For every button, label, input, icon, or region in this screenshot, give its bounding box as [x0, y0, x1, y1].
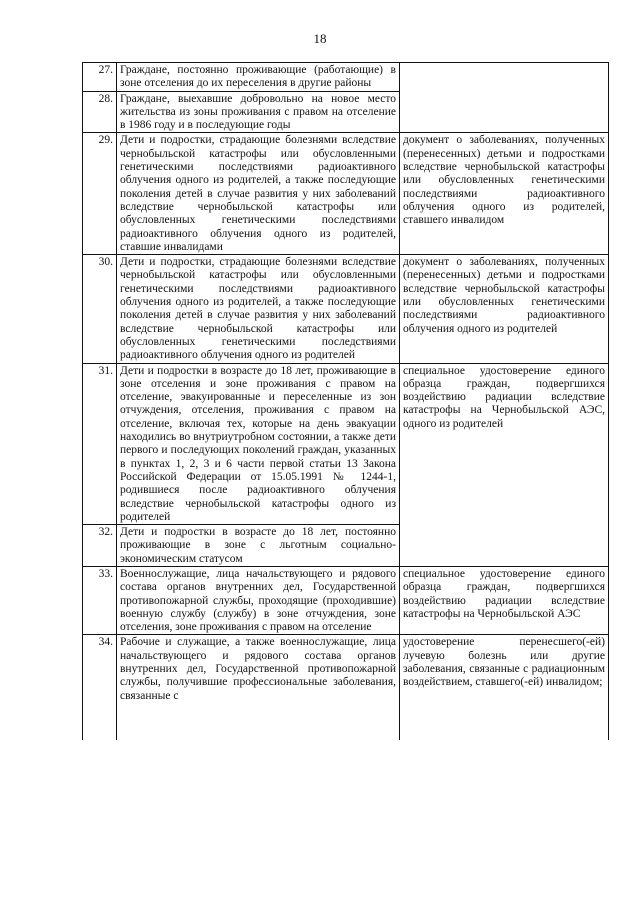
table-row: [83, 255, 609, 363]
page-number: 18: [313, 31, 327, 46]
category-cell: Дети и подростки в возрасте до 18 лет, проживающие в зоне отселения и зоне проживания с правом на отселение, эвакуированные и переселенные из зон отчуждения, отселения, проживания с правом на отселение, включая тех, которые на день эвакуации находились во внутриутробном состоянии, а также дети первого и последующих поколений граждан, указанных в пунктах 1, 2, 3 и 6 части первой статьи 13 Закона Российской Федерации от 15.05.1991 № 1244-1, родившиеся после радиоактивного облучения вследствие чернобыльской катастрофы одного из родителей: [117, 363, 400, 525]
document-cell: документ о заболеваниях, полученных (перенесенных) детьми и подростками вследствие чернобыльской катастрофы или обусловленных генетическими последствиями радиоактивного облучения одного из родителей: [400, 255, 609, 363]
category-cell: [117, 635, 400, 741]
table-row: [83, 363, 609, 525]
document-cell: специальное удостоверение единого образца граждан, подвергшихся воздействию радиации вследствие катастрофы на Чернобыльской АЭС: [400, 566, 609, 634]
category-cell: Граждане, выехавшие добровольно на новое место жительства из зоны проживания с правом на отселение в 1986 году и в последующие годы: [117, 91, 400, 133]
document-cell: специальное удостоверение единого образца граждан, подвергшихся воздействию радиации вследствие катастрофы на Чернобыльской АЭС, одного из родителей: [400, 363, 609, 566]
row-number: 28.: [83, 91, 117, 133]
row-number: 29.: [83, 133, 117, 255]
row-number: 33.: [83, 566, 117, 634]
document-cell: документ о заболеваниях, полученных (перенесенных) детьми и подростками вследствие чернобыльской катастрофы или обусловленных генетическими последствиями радиоактивного облучения одного из родителей, ставшего инвалидом: [400, 133, 609, 255]
category-cell: Граждане, постоянно проживающие (работающие) в зоне отселения до их переселения в другие районы: [117, 63, 400, 92]
categories-table: [82, 62, 609, 740]
document-cell: [400, 63, 609, 133]
category-cell: Дети и подростки в возрасте до 18 лет, постоянно проживающие в зоне с льготным социально-экономическим статусом: [117, 525, 400, 567]
table-row: [83, 566, 609, 634]
category-cell: Дети и подростки, страдающие болезнями вследствие чернобыльской катастрофы или обусловленными генетическими последствиями радиоактивного облучения одного из родителей, а также последующие поколения детей в случае развития у них заболеваний вследствие чернобыльской катастрофы или обусловленных генетическими последствиями радиоактивного облучения одного из родителей, ставшие инвалидами: [117, 133, 400, 255]
row-number: 31.: [83, 363, 117, 525]
table-row: [83, 63, 609, 92]
category-cell: Военнослужащие, лица начальствующего и рядового состава органов внутренних дел, Государственной противопожарной службы, проходящие (проходившие) военную службу (службу) в зоне отчуждения, зоне отселения, зоне проживания с правом на отселение: [117, 566, 400, 634]
row-number: 34.: [83, 635, 117, 741]
row-number: 32.: [83, 525, 117, 567]
category-cell: Дети и подростки, страдающие болезнями вследствие чернобыльской катастрофы или обусловленными генетическими последствиями радиоактивного облучения одного из родителей, а также последующие поколения детей в случае развития у них заболеваний вследствие чернобыльской катастрофы или обусловленных генетическими последствиями радиоактивного облучения одного из родителей: [117, 255, 400, 363]
row-number: 30.: [83, 255, 117, 363]
category-text: Рабочие и служащие, а также военнослужащие, лица начальствующего и рядового состава органов внутренних дел, Государственной противопожарной службы, получившие профессиональные заболевания, связанные с: [120, 636, 396, 702]
row-number: 27.: [83, 63, 117, 92]
table-row: [83, 635, 609, 741]
table-row: [83, 133, 609, 255]
document-cell: удостоверение перенесшего(-ей) лучевую болезнь или другие заболевания, связанные с радиационным воздействием, ставшего(-ей) инвалидом;: [400, 635, 609, 741]
